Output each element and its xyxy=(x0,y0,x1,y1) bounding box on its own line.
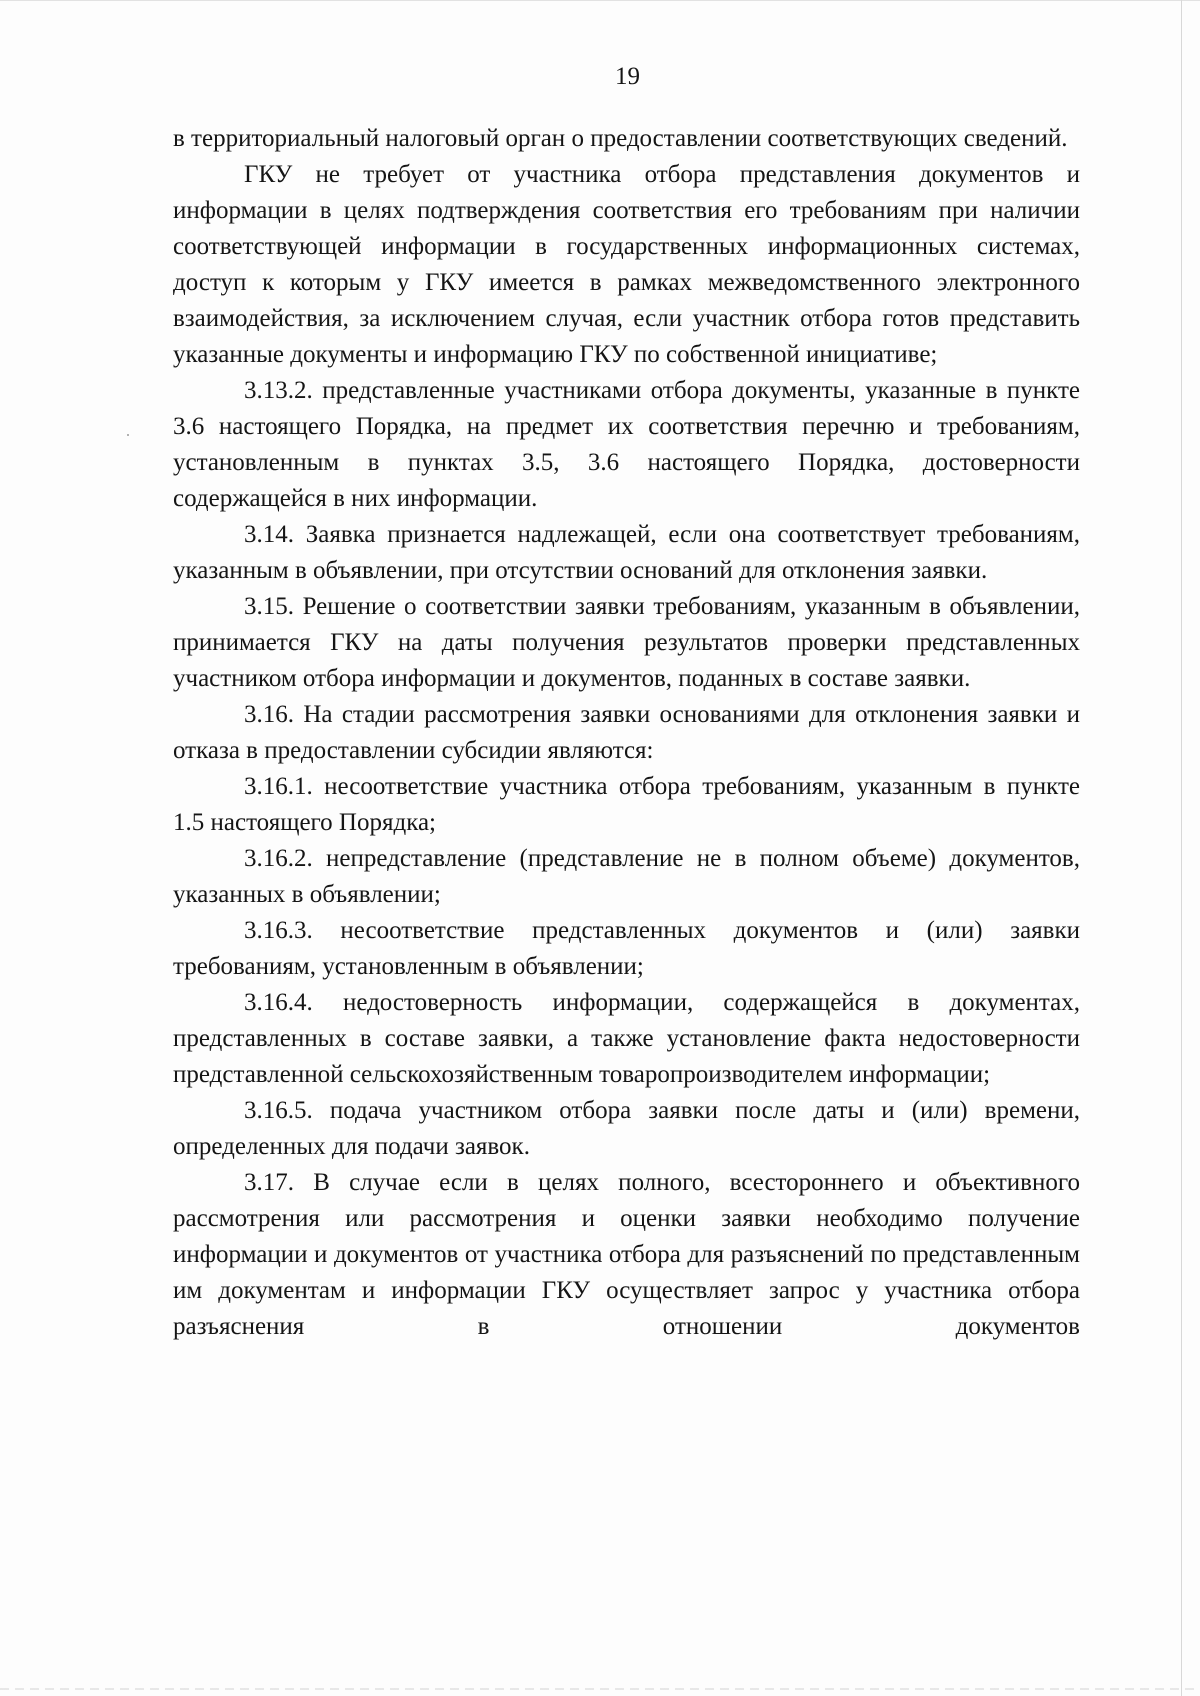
document-body xyxy=(173,121,1080,1345)
scan-edge-right xyxy=(1181,0,1182,1696)
paragraph-3-16-3: 3.16.3. несоответствие представленных документов и (или) заявки требованиям, установленным в объявлении; xyxy=(173,917,1080,980)
scan-edge-top xyxy=(0,0,1200,1)
paragraph-gku-requirements: ГКУ не требует от участника отбора представления документов и информации в целях подтверждения соответствия его требованиям при наличии соответствующей информации в государственных информационных системах, доступ к которым у ГКУ имеется в рамках межведомственного электронного взаимодействия, за исключением случая, если участник отбора готов представить указанные документы и информацию ГКУ по собственной инициативе; xyxy=(173,161,1080,368)
paragraph-continuation: в территориальный налоговый орган о предоставлении соответствующих сведений. xyxy=(173,125,1068,152)
paragraph-3-16-4: 3.16.4. недостоверность информации, содержащейся в документах, представленных в составе заявки, а также установление факта недостоверности представленной сельскохозяйственным товаропроизводителем информации; xyxy=(173,989,1080,1088)
paragraph-3-16-5: 3.16.5. подача участником отбора заявки после даты и (или) времени, определенных для подачи заявок. xyxy=(173,1097,1080,1160)
scan-edge-bottom xyxy=(0,1688,1200,1690)
scan-speck xyxy=(127,434,129,436)
page-number: 19 xyxy=(615,63,640,90)
paragraph-3-17: 3.17. В случае если в целях полного, всестороннего и объективного рассмотрения или рассмотрения и оценки заявки необходимо получение информации и документов от участника отбора для разъяснений по представленным им документам и информации ГКУ осуществляет запрос у участника отбора разъяснения в отношении документов xyxy=(173,1169,1080,1340)
paragraph-3-13-2: 3.13.2. представленные участниками отбора документы, указанные в пункте 3.6 настоящего Порядка, на предмет их соответствия перечню и требованиям, установленным в пунктах 3.5, 3.6 настоящего Порядка, достоверности содержащейся в них информации. xyxy=(173,377,1080,512)
paragraph-3-16: 3.16. На стадии рассмотрения заявки основаниями для отклонения заявки и отказа в предоставлении субсидии являются: xyxy=(173,701,1080,764)
paragraph-3-16-1: 3.16.1. несоответствие участника отбора требованиям, указанным в пункте 1.5 настоящего Порядка; xyxy=(173,773,1080,836)
paragraph-3-14: 3.14. Заявка признается надлежащей, если она соответствует требованиям, указанным в объявлении, при отсутствии оснований для отклонения заявки. xyxy=(173,521,1080,584)
paragraph-3-15: 3.15. Решение о соответствии заявки требованиям, указанным в объявлении, принимается ГКУ на даты получения результатов проверки представленных участником отбора информации и документов, поданных в составе заявки. xyxy=(173,593,1080,692)
paragraph-3-16-2: 3.16.2. непредставление (представление не в полном объеме) документов, указанных в объявлении; xyxy=(173,845,1080,908)
